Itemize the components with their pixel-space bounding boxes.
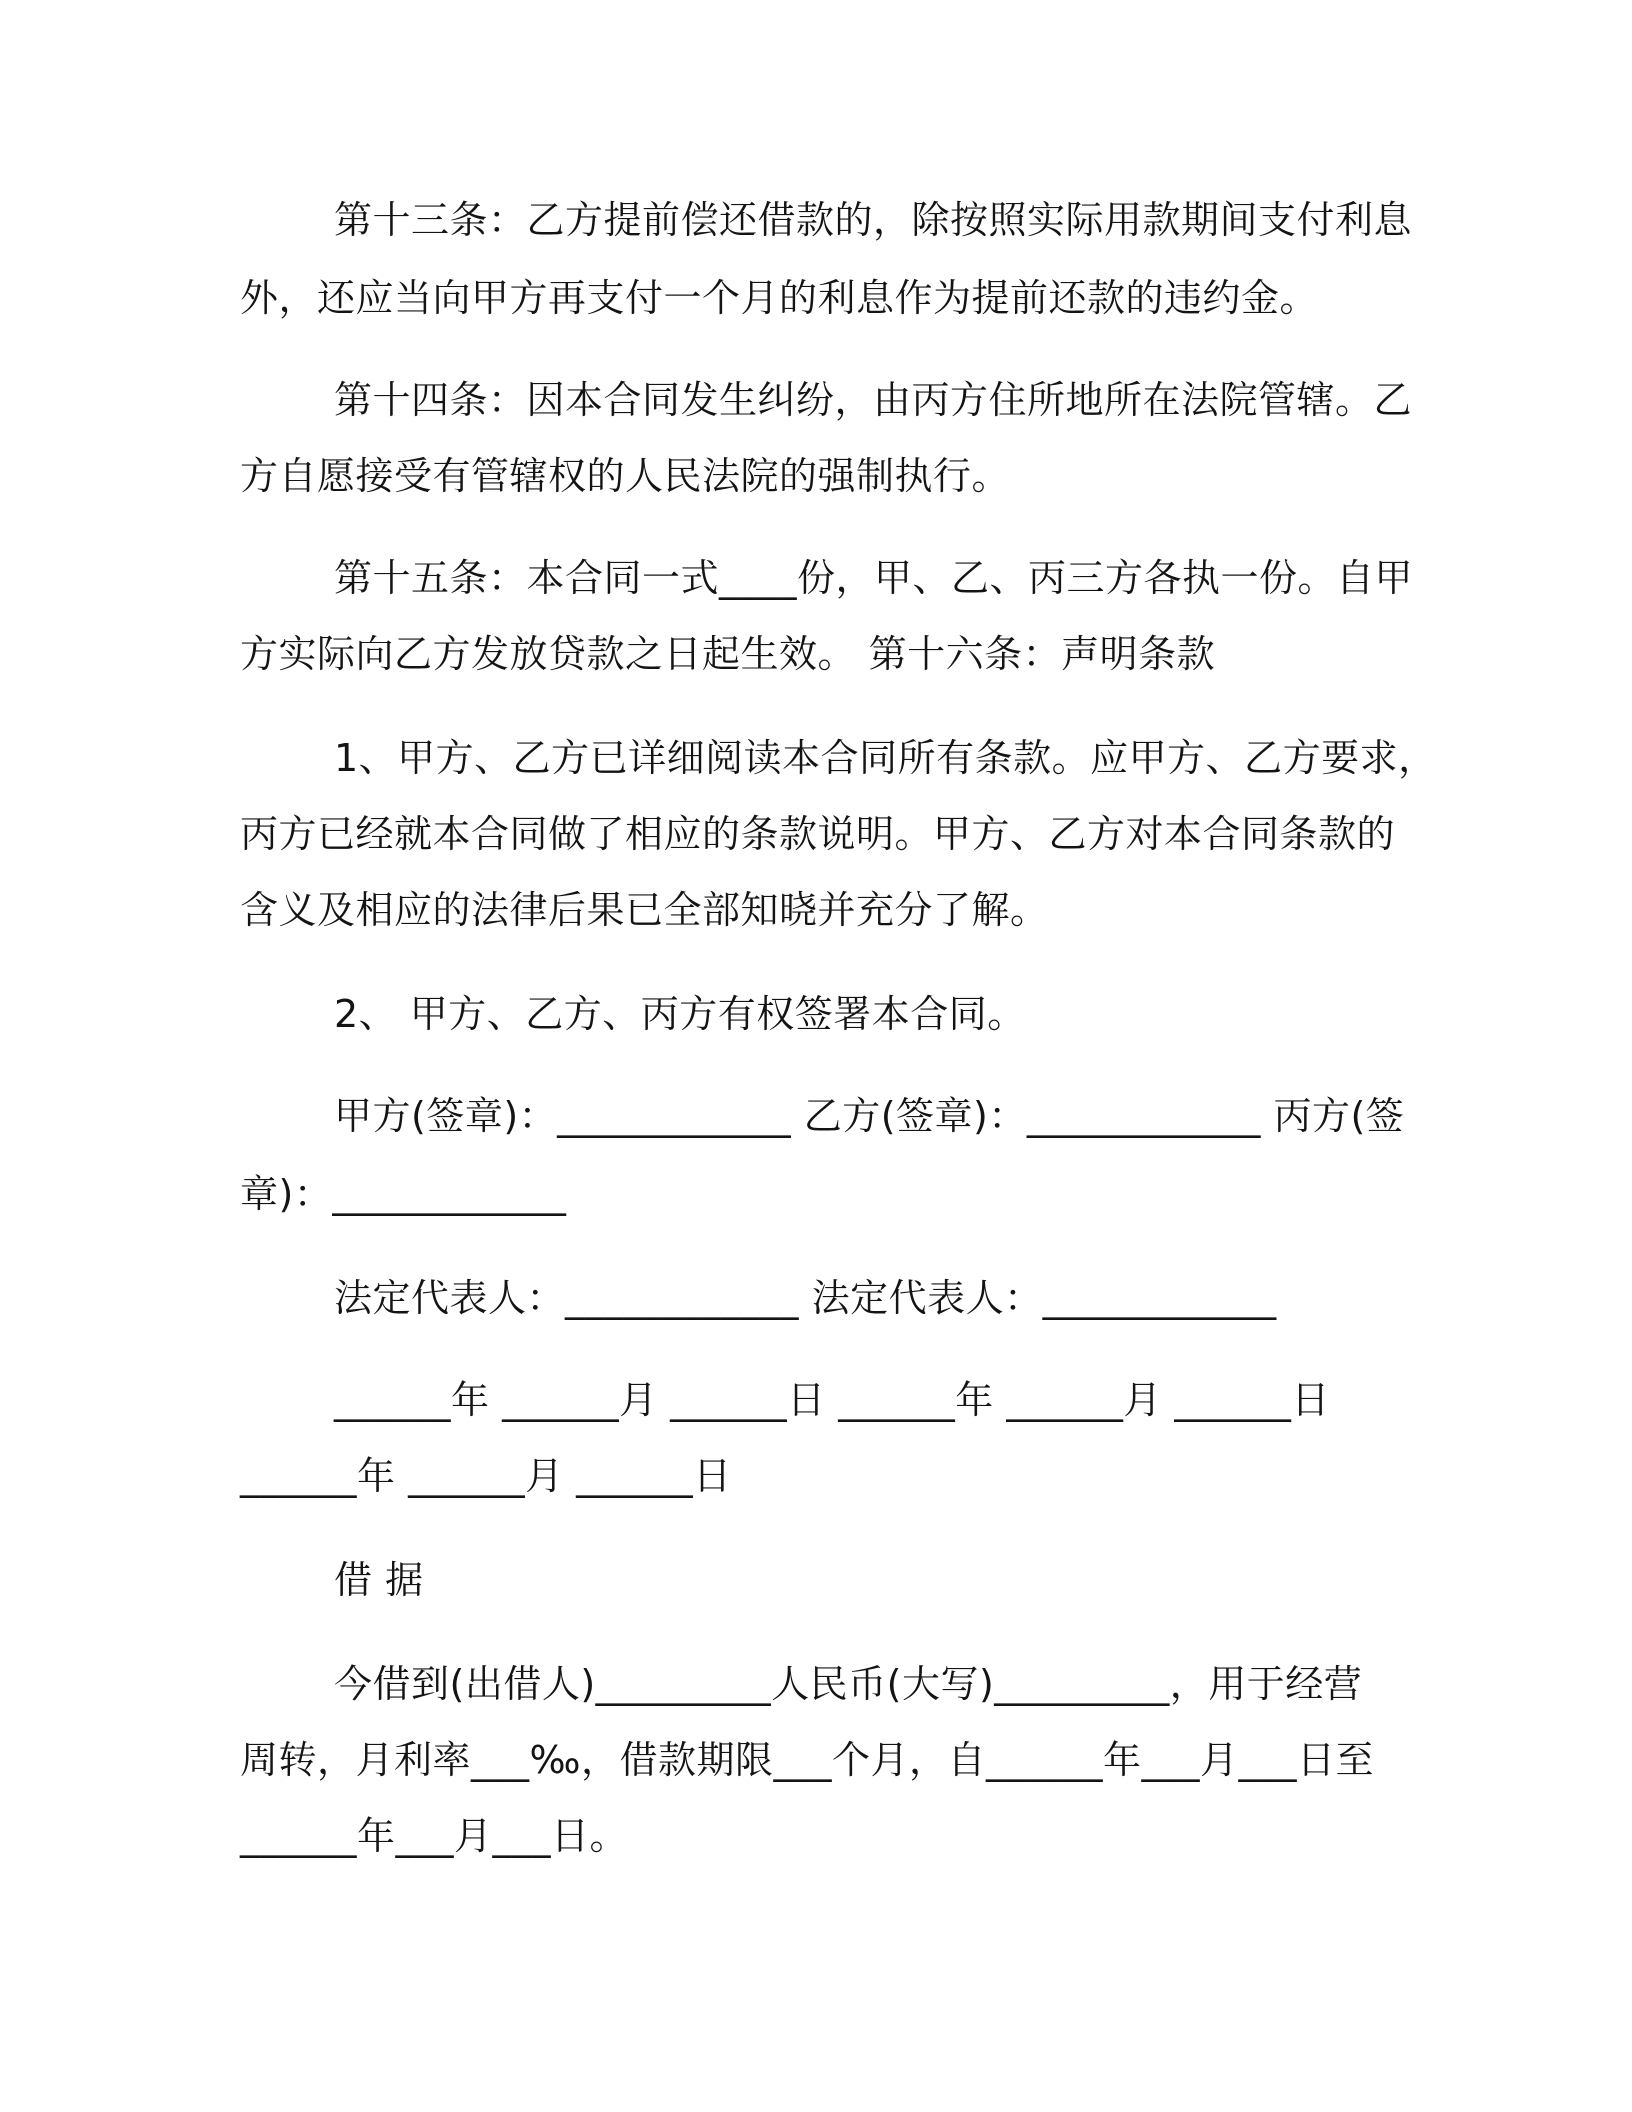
signature-line-2: 章)：____________ [240,1172,567,1216]
representative-line: 法定代表人：____________ 法定代表人：____________ [334,1276,1277,1320]
receipt-title: 借 据 [334,1558,424,1602]
article-13-line-2: 外，还应当向甲方再支付一个月的利息作为提前还款的违约金。 [240,276,1319,320]
date-line-1: ______年 ______月 ______日 ______年 ______月 ______日 [334,1378,1330,1422]
article-15-line-2: 方实际向乙方发放贷款之日起生效。 第十六条：声明条款 [240,632,1216,676]
clause-2-line-1: 2、 甲方、乙方、丙方有权签署本合同。 [334,992,1026,1036]
article-14-line-1: 第十四条：因本合同发生纠纷，由丙方住所地所在法院管辖。乙 [334,378,1413,422]
clause-1-line-2: 丙方已经就本合同做了相应的条款说明。甲方、乙方对本合同条款的 [240,812,1396,856]
article-14-line-2: 方自愿接受有管辖权的人民法院的强制执行。 [240,454,1011,498]
receipt-line-3: ______年___月___日。 [240,1814,629,1858]
signature-line-1: 甲方(签章)：____________ 乙方(签章)：____________ 丙方(签 [334,1094,1405,1138]
clause-1-line-1: 1、甲方、乙方已详细阅读本合同所有条款。应甲方、乙方要求， [334,736,1437,780]
article-15-line-1: 第十五条：本合同一式____份，甲、乙、丙三方各执一份。自甲 [334,556,1414,600]
receipt-line-2: 周转，月利率___‰，借款期限___个月，自______年___月___日至 [240,1738,1374,1782]
date-line-2: ______年 ______月 ______日 [240,1454,732,1498]
receipt-line-1: 今借到(出借人)_________人民币(大写)_________，用于经营 [334,1662,1363,1706]
clause-1-line-3: 含义及相应的法律后果已全部知晓并充分了解。 [240,888,1049,932]
article-13-line-1: 第十三条：乙方提前偿还借款的，除按照实际用款期间支付利息 [334,198,1413,242]
